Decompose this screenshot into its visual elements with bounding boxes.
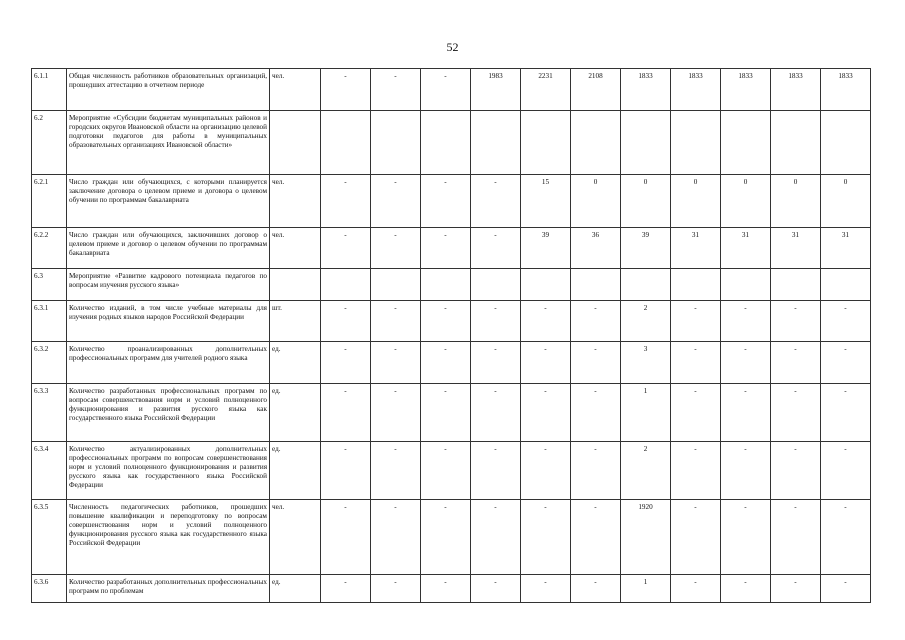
indicator-name: Количество актуализированных дополнительных профессиональных программ по вопросам совершенствования норм и условий полноценного функционирования и развития русского языка как государственного языка Российской Федерации <box>67 442 270 500</box>
value-cell: - <box>521 342 571 384</box>
value-cell: - <box>421 575 471 603</box>
value-cell: - <box>571 342 621 384</box>
unit-cell: ед. <box>270 575 321 603</box>
indicator-name: Мероприятие «Субсидии бюджетам муниципальных районов и городских округов Ивановской области на организацию целевой подготовки педагогов для работы в муниципальных образовательных организациях Ивановской области» <box>67 111 270 175</box>
value-cell: - <box>671 442 721 500</box>
value-cell: 1833 <box>621 69 671 111</box>
value-cell: 0 <box>671 175 721 228</box>
table-row <box>32 575 871 603</box>
value-cell: - <box>521 301 571 342</box>
value-cell: - <box>671 342 721 384</box>
value-cell: 2108 <box>571 69 621 111</box>
value-cell: 1833 <box>771 69 821 111</box>
row-code: 6.2.1 <box>32 175 67 228</box>
value-cell: - <box>821 342 871 384</box>
value-cell: 2231 <box>521 69 571 111</box>
value-cell: - <box>821 500 871 575</box>
value-cell: - <box>771 442 821 500</box>
value-cell: 39 <box>521 228 571 269</box>
value-cell: - <box>421 500 471 575</box>
value-cell: - <box>371 384 421 442</box>
value-cell: - <box>721 500 771 575</box>
value-cell <box>371 269 421 301</box>
value-cell <box>771 111 821 175</box>
value-cell <box>721 111 771 175</box>
value-cell: - <box>371 342 421 384</box>
value-cell: - <box>821 301 871 342</box>
value-cell: 1 <box>621 384 671 442</box>
unit-cell: чел. <box>270 228 321 269</box>
value-cell: - <box>371 442 421 500</box>
value-cell: - <box>471 228 521 269</box>
value-cell: - <box>471 342 521 384</box>
value-cell: - <box>421 175 471 228</box>
value-cell: - <box>821 575 871 603</box>
value-cell <box>671 269 721 301</box>
row-code: 6.2 <box>32 111 67 175</box>
value-cell: 0 <box>771 175 821 228</box>
value-cell: - <box>521 575 571 603</box>
value-cell: - <box>321 500 371 575</box>
value-cell: 2 <box>621 442 671 500</box>
value-cell: - <box>321 69 371 111</box>
value-cell: - <box>421 442 471 500</box>
value-cell: - <box>721 442 771 500</box>
value-cell: - <box>471 175 521 228</box>
value-cell: - <box>471 442 521 500</box>
unit-cell: шт. <box>270 301 321 342</box>
value-cell <box>471 111 521 175</box>
value-cell: 1983 <box>471 69 521 111</box>
value-cell: - <box>571 442 621 500</box>
indicator-name: Число граждан или обучающихся, с которыми планируется заключение договора о целевом приеме и договора о целевом обучении по программам бакалавриата <box>67 175 270 228</box>
value-cell: - <box>771 500 821 575</box>
row-code: 6.3.5 <box>32 500 67 575</box>
indicator-name: Мероприятие «Развитие кадрового потенциала педагогов по вопросам изучения русского языка» <box>67 269 270 301</box>
unit-cell: чел. <box>270 175 321 228</box>
value-cell: - <box>321 228 371 269</box>
value-cell: 0 <box>571 175 621 228</box>
value-cell: - <box>371 301 421 342</box>
value-cell: - <box>421 69 471 111</box>
value-cell <box>771 269 821 301</box>
row-code: 6.3 <box>32 269 67 301</box>
value-cell: - <box>421 384 471 442</box>
value-cell <box>621 111 671 175</box>
value-cell: 1833 <box>721 69 771 111</box>
value-cell: - <box>471 500 521 575</box>
unit-cell <box>270 111 321 175</box>
indicator-name: Количество изданий, в том числе учебные материалы для изучения родных языков народов Российской Федерации <box>67 301 270 342</box>
value-cell: - <box>321 442 371 500</box>
value-cell <box>371 111 421 175</box>
unit-cell <box>270 269 321 301</box>
value-cell: 0 <box>821 175 871 228</box>
value-cell <box>821 111 871 175</box>
value-cell: 0 <box>621 175 671 228</box>
value-cell: - <box>471 384 521 442</box>
value-cell: - <box>321 175 371 228</box>
value-cell: - <box>421 228 471 269</box>
value-cell <box>671 111 721 175</box>
value-cell: - <box>671 384 721 442</box>
table-row <box>32 228 871 269</box>
value-cell: - <box>321 342 371 384</box>
value-cell: - <box>721 384 771 442</box>
value-cell <box>571 111 621 175</box>
value-cell: - <box>371 575 421 603</box>
value-cell: - <box>721 301 771 342</box>
table-row <box>32 442 871 500</box>
row-code: 6.3.2 <box>32 342 67 384</box>
indicators-table <box>31 68 871 603</box>
value-cell: 31 <box>721 228 771 269</box>
value-cell: - <box>371 175 421 228</box>
row-code: 6.3.6 <box>32 575 67 603</box>
value-cell: - <box>521 442 571 500</box>
value-cell: - <box>771 301 821 342</box>
value-cell: - <box>721 342 771 384</box>
unit-cell: чел. <box>270 69 321 111</box>
value-cell: - <box>671 301 721 342</box>
value-cell: - <box>821 442 871 500</box>
value-cell: - <box>421 301 471 342</box>
indicator-name: Количество проанализированных дополнительных профессиональных программ для учителей родного языка <box>67 342 270 384</box>
value-cell: 36 <box>571 228 621 269</box>
value-cell <box>471 269 521 301</box>
value-cell <box>571 269 621 301</box>
table-row <box>32 69 871 111</box>
value-cell: - <box>321 301 371 342</box>
value-cell: 3 <box>621 342 671 384</box>
value-cell: 31 <box>771 228 821 269</box>
value-cell: - <box>571 301 621 342</box>
value-cell: - <box>471 301 521 342</box>
indicator-name: Общая численность работников образовательных организаций, прошедших аттестацию в отчетном периоде <box>67 69 270 111</box>
value-cell: - <box>321 384 371 442</box>
value-cell: - <box>471 575 521 603</box>
value-cell: 31 <box>821 228 871 269</box>
value-cell: - <box>671 575 721 603</box>
page-number: 52 <box>446 40 459 54</box>
row-code: 6.3.1 <box>32 301 67 342</box>
unit-cell: чел. <box>270 500 321 575</box>
value-cell <box>421 111 471 175</box>
value-cell: - <box>821 384 871 442</box>
value-cell: - <box>571 384 621 442</box>
indicator-name: Число граждан или обучающихся, заключивших договор о целевом приеме и договор о целевом обучении по программам бакалавриата <box>67 228 270 269</box>
value-cell: 1920 <box>621 500 671 575</box>
value-cell <box>721 269 771 301</box>
row-code: 6.1.1 <box>32 69 67 111</box>
table-row <box>32 111 871 175</box>
value-cell <box>521 111 571 175</box>
unit-cell: ед. <box>270 342 321 384</box>
indicator-name: Количество разработанных дополнительных профессиональных программ по проблемам <box>67 575 270 603</box>
value-cell: - <box>521 384 571 442</box>
table-row <box>32 301 871 342</box>
value-cell: 1 <box>621 575 671 603</box>
value-cell <box>321 269 371 301</box>
table-row <box>32 500 871 575</box>
value-cell: 1833 <box>671 69 721 111</box>
value-cell <box>421 269 471 301</box>
value-cell: - <box>571 575 621 603</box>
value-cell: - <box>771 384 821 442</box>
table-row <box>32 342 871 384</box>
table-row <box>32 269 871 301</box>
value-cell <box>321 111 371 175</box>
value-cell: - <box>421 342 471 384</box>
value-cell: - <box>371 69 421 111</box>
value-cell: - <box>671 500 721 575</box>
unit-cell: ед. <box>270 384 321 442</box>
value-cell: - <box>371 500 421 575</box>
value-cell: 15 <box>521 175 571 228</box>
indicator-name: Количество разработанных профессиональных программ по вопросам совершенствования норм и условий полноценного функционирования и развития русского языка как государственного языка Российской Федерации <box>67 384 270 442</box>
value-cell: - <box>321 575 371 603</box>
value-cell: 2 <box>621 301 671 342</box>
row-code: 6.3.4 <box>32 442 67 500</box>
table-row <box>32 175 871 228</box>
value-cell <box>521 269 571 301</box>
value-cell: 39 <box>621 228 671 269</box>
value-cell: - <box>371 228 421 269</box>
row-code: 6.3.3 <box>32 384 67 442</box>
value-cell: 0 <box>721 175 771 228</box>
indicator-name: Численность педагогических работников, прошедших повышение квалификации и переподготовку по вопросам совершенствования норм и условий полноценного функционирования русского языка как государственного языка Российской Федерации <box>67 500 270 575</box>
table-row <box>32 384 871 442</box>
value-cell: 1833 <box>821 69 871 111</box>
row-code: 6.2.2 <box>32 228 67 269</box>
value-cell: - <box>521 500 571 575</box>
value-cell: - <box>721 575 771 603</box>
unit-cell: ед. <box>270 442 321 500</box>
value-cell <box>621 269 671 301</box>
value-cell <box>821 269 871 301</box>
value-cell: 31 <box>671 228 721 269</box>
value-cell: - <box>571 500 621 575</box>
value-cell: - <box>771 575 821 603</box>
value-cell: - <box>771 342 821 384</box>
